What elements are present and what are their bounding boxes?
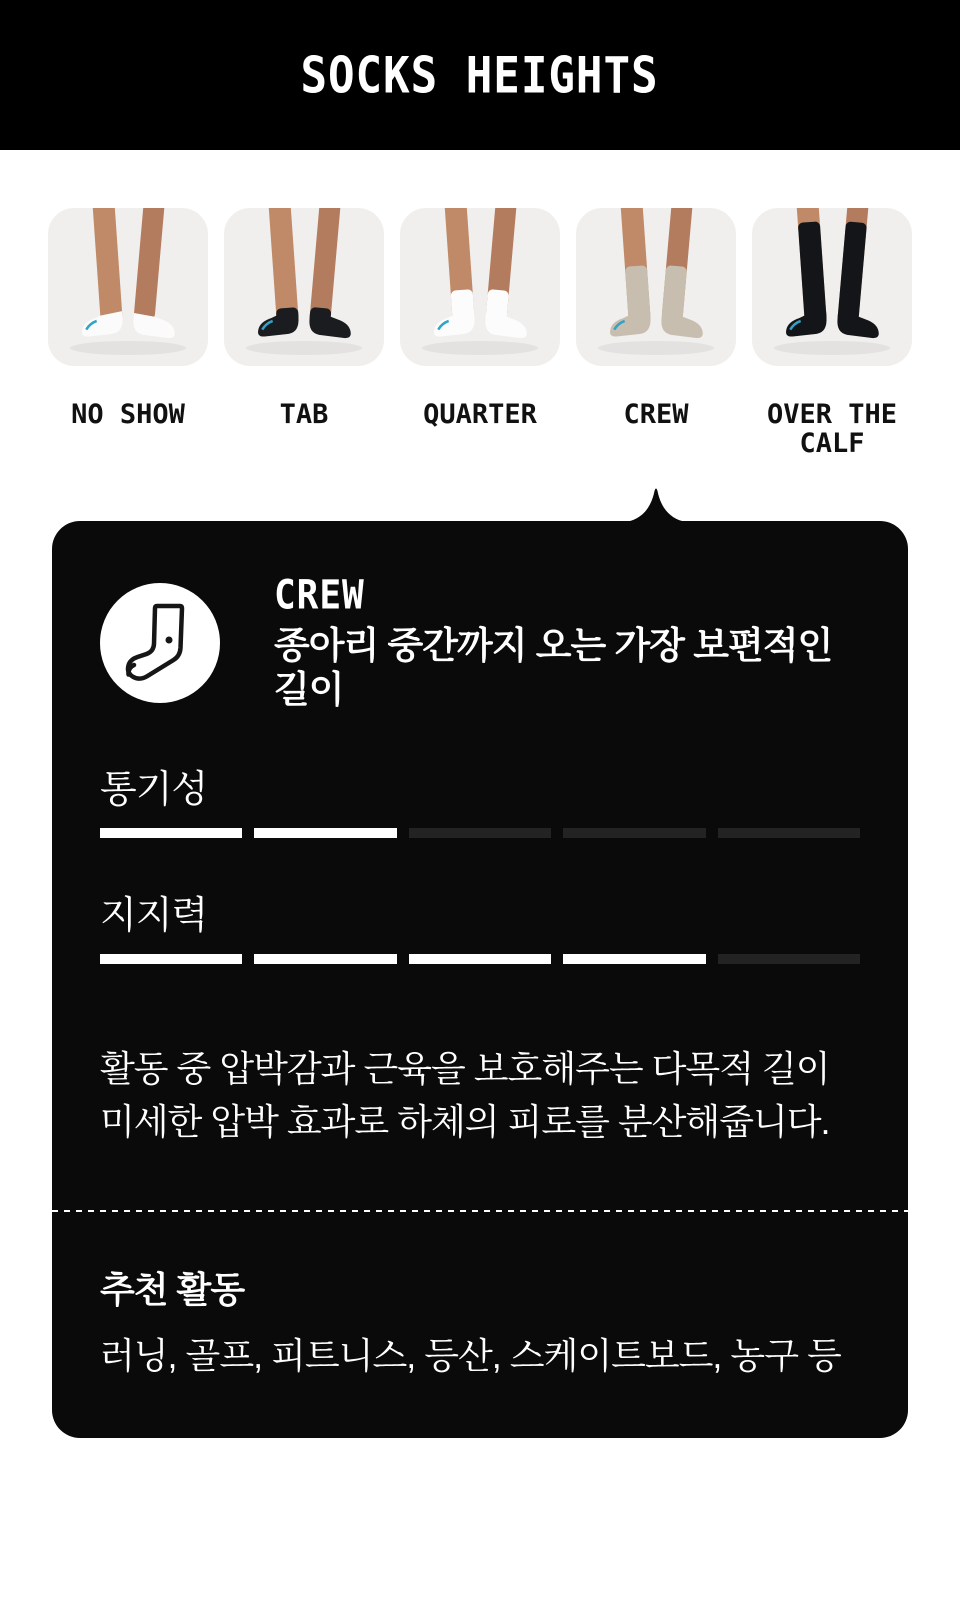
rating-segment bbox=[409, 954, 551, 964]
description-line-2: 미세한 압박 효과로 하체의 피로를 분산해줍니다. bbox=[100, 1101, 830, 1142]
rating-segment bbox=[254, 828, 396, 838]
rating-segment bbox=[100, 954, 242, 964]
page-title: SOCKS HEIGHTS bbox=[300, 45, 660, 105]
panel-subtitle: 종아리 중간까지 오는 가장 보편적인 길이 bbox=[274, 625, 833, 710]
rating-segment bbox=[563, 828, 705, 838]
sock-height-card-crew[interactable] bbox=[576, 208, 736, 462]
sock-photo bbox=[400, 208, 560, 366]
sock-photo bbox=[752, 208, 912, 366]
sock-photo bbox=[48, 208, 208, 366]
recommend-heading: 추천 활동 bbox=[100, 1269, 245, 1310]
rating-label: 지지력 bbox=[100, 895, 208, 937]
rating-row bbox=[100, 770, 860, 838]
header bbox=[0, 0, 960, 150]
sock-height-card-no-show[interactable] bbox=[48, 208, 208, 462]
sock-photo bbox=[224, 208, 384, 366]
crew-detail-panel bbox=[52, 521, 908, 1438]
sock-photo bbox=[576, 208, 736, 366]
panel-heading-block bbox=[274, 571, 860, 712]
rating-segment bbox=[254, 954, 396, 964]
description-line-1: 활동 중 압박감과 근육을 보호해주는 다목적 길이 bbox=[100, 1048, 830, 1089]
detail-panel-wrap bbox=[52, 521, 908, 1438]
rating-bar bbox=[100, 954, 860, 964]
rating-segment bbox=[409, 828, 551, 838]
dashed-divider bbox=[52, 1210, 908, 1212]
rating-segment bbox=[563, 954, 705, 964]
description bbox=[100, 1042, 860, 1148]
selected-pointer-icon bbox=[626, 488, 686, 522]
rating-label: 통기성 bbox=[100, 769, 208, 811]
sock-height-card-quarter[interactable] bbox=[400, 208, 560, 462]
panel-title: CREW bbox=[274, 571, 365, 619]
sock-height-label: NO SHOW bbox=[71, 399, 185, 430]
rating-segment bbox=[718, 828, 860, 838]
ratings-section bbox=[100, 770, 860, 964]
crew-sock-icon bbox=[100, 583, 220, 703]
sock-height-label: OVER THE CALF bbox=[766, 399, 898, 459]
rating-segment bbox=[100, 828, 242, 838]
sock-height-label: QUARTER bbox=[423, 399, 537, 430]
sock-heights-row bbox=[0, 208, 960, 462]
sock-height-label: CREW bbox=[623, 399, 689, 430]
recommend-activities: 러닝, 골프, 피트니스, 등산, 스케이트보드, 농구 등 bbox=[100, 1335, 841, 1376]
sock-height-label: TAB bbox=[279, 399, 329, 430]
sock-height-card-tab[interactable] bbox=[224, 208, 384, 462]
sock-height-card-over-the-calf[interactable] bbox=[752, 208, 912, 462]
rating-bar bbox=[100, 828, 860, 838]
rating-segment bbox=[718, 954, 860, 964]
panel-profile-row bbox=[100, 521, 860, 712]
rating-row bbox=[100, 896, 860, 964]
